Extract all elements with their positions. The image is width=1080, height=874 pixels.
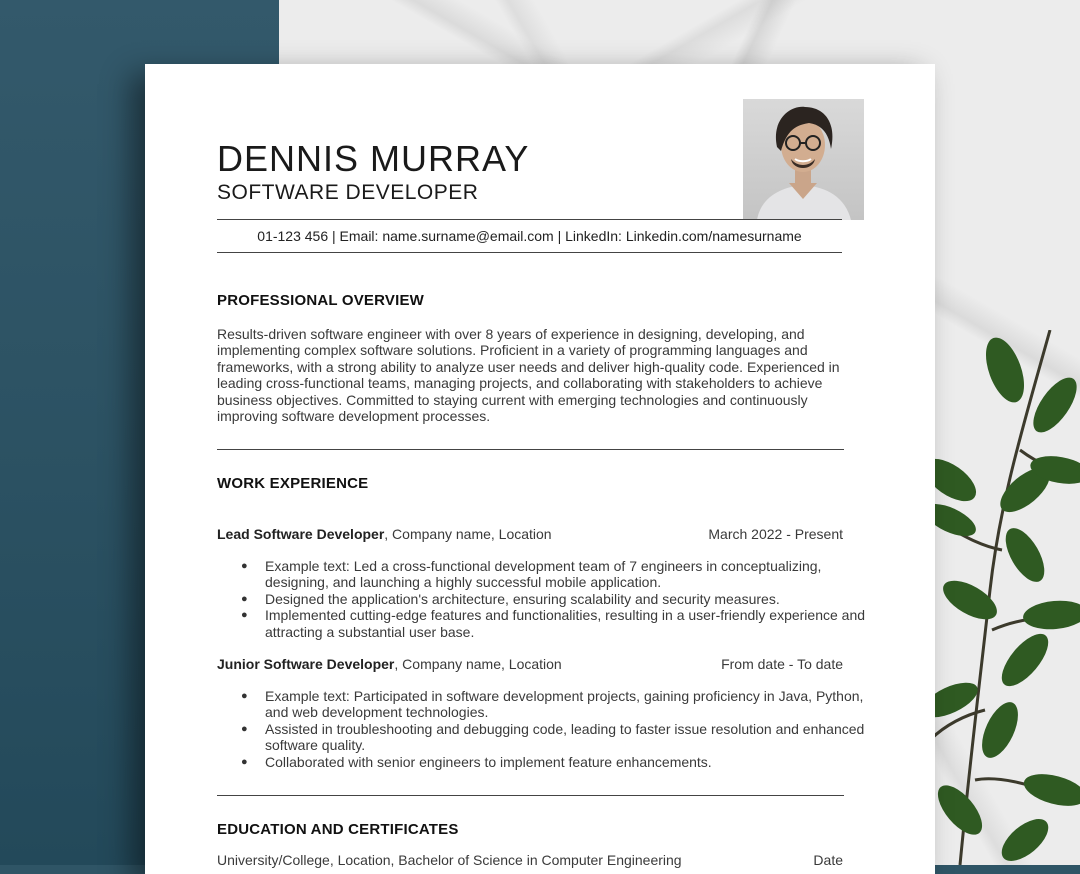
list-item: ● Assisted in troubleshooting and debugging code, leading to faster issue resolution and enhanced software quality. (265, 721, 885, 754)
divider (217, 449, 844, 450)
list-item: ● Collaborated with senior engineers to implement feature enhancements. (265, 754, 885, 770)
list-item: ● Designed the application's architecture, ensuring scalability and security measures. (265, 591, 885, 607)
divider (217, 219, 842, 220)
job-bullets (217, 558, 885, 640)
resume-page (145, 64, 935, 874)
job-company: , Company name, Location (394, 656, 562, 672)
contact-line: 01-123 456 | Email: name.surname@email.com | LinkedIn: Linkedin.com/namesurname (257, 228, 802, 244)
education-text: University/College, Location, Bachelor of Science in Computer Engineering (217, 852, 682, 868)
job-bullets (217, 688, 885, 770)
list-item: ● Example text: Participated in software development projects, gaining proficiency in Java, Python, and web development technologies. (265, 688, 885, 721)
experience-heading: WORK EXPERIENCE (217, 475, 369, 492)
job-company: , Company name, Location (384, 526, 552, 542)
divider (217, 795, 844, 796)
job-role: Junior Software Developer (217, 656, 395, 672)
education-date: Date (813, 852, 843, 868)
plant-decoration (930, 330, 1080, 865)
profile-photo (743, 99, 864, 220)
education-heading: EDUCATION AND CERTIFICATES (217, 821, 459, 838)
list-item: ● Implemented cutting-edge features and functionalities, resulting in a user-friendly experience and attracting a substantial user base. (265, 607, 885, 640)
candidate-title: SOFTWARE DEVELOPER (217, 181, 479, 204)
divider (217, 252, 842, 253)
job-dates: March 2022 - Present (708, 526, 843, 542)
overview-text: Results-driven software engineer with over 8 years of experience in designing, developing, and implementing complex software solutions. Proficient in a variety of programming languages and frameworks, with a strong ability to analyze user needs and deliver high-quality code. Experienced in leading cross-functional teams, managing projects, and collaborating with stakeholders to achieve business objectives. Committed to staying current with emerging technologies and continuously improving software development processes. (217, 326, 840, 425)
job-header (217, 656, 843, 672)
job-dates: From date - To date (721, 656, 843, 672)
overview-heading: PROFESSIONAL OVERVIEW (217, 292, 425, 309)
education-entry (217, 852, 843, 868)
candidate-name: DENNIS MURRAY (217, 138, 530, 179)
job-header (217, 526, 843, 542)
job-role: Lead Software Developer (217, 526, 385, 542)
list-item: ● Example text: Led a cross-functional development team of 7 engineers in conceptualizing, designing, and launching a highly successful mobile application. (265, 558, 885, 591)
